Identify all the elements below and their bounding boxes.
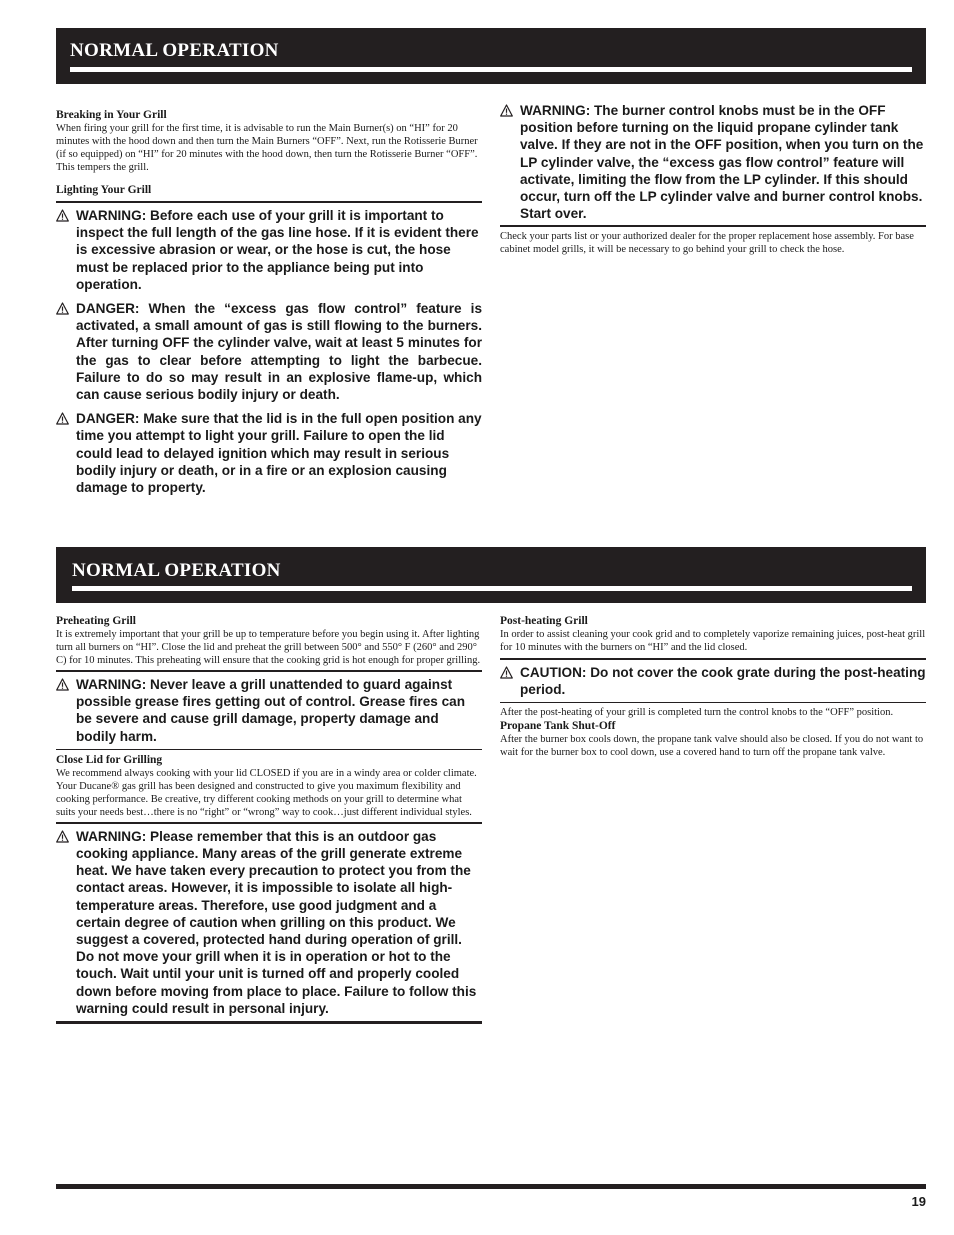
banner-underline [70,67,912,72]
danger-lid-open-block [56,410,482,496]
breaking-in-heading: Breaking in Your Grill [56,109,167,121]
section-title: NORMAL OPERATION [70,40,279,61]
caution-text: CAUTION: Do not cover the cook grate during the post-heating period. [520,665,926,698]
parts-list-block [500,225,926,256]
section-title: NORMAL OPERATION [72,560,281,581]
after-post-heating-text: After the post-heating of your grill is completed turn the control knobs to the “OFF” position. [500,707,894,719]
close-lid-heading: Close Lid for Grilling [56,753,163,766]
warning-knobs-text: WARNING: The burner control knobs must be in the OFF position before turning on the liquid propane cylinder tank valve. If they are not in the OFF position, when you turn on the LP cylinder valve, the “excess gas flow control” feature will activate, limiting the flow from the LP cylinder. If this should occur, turn off the LP cylinder valve and burner control knobs. Start over. [520,103,924,222]
section2-right-column [500,614,926,759]
caution-block [500,658,926,698]
section-banner [56,28,926,84]
after-post-heating-block [500,702,926,759]
preheating-heading: Preheating Grill [56,615,136,627]
parts-list-text: Check your parts list or your authorized dealer for the proper replacement hose assembly. For base cabinet model grills, it will be necessary to go behind your grill to check the hose. [500,231,914,256]
danger-lid-open-text: DANGER: Make sure that the lid is in the full open position any time you attempt to light your grill. Failure to open the lid could lead to delayed ignition which may result in serious bodily injury or death, or in a fire or an explosion causing damage to property. [76,411,482,496]
preheating-text: It is extremely important that your grill be up to temperature before you begin using it. After lighting turn all burners on “HI”. Close the lid and preheat the grill between 500° and 550° F (260° and 290° C) for 10 minutes. This preheating will ensure that the cooking grid is hot enough for proper grilling. [56,629,481,666]
warning-unattended-text: WARNING: Never leave a grill unattended to guard against possible grease fires getting out of control. Grease fires can be severe and cause grill damage, property damage and bodily harm. [76,677,466,744]
lighting-heading: Lighting Your Grill [56,184,152,196]
warning-outdoor-text: WARNING: Please remember that this is an outdoor gas cooking appliance. Many areas of the grill generate extreme heat. We have taken every precaution to protect you from the contact areas. However, it is impossible to isolate all high-temperature areas. Therefore, use good judgment and a certain degree of caution when grilling on this product. We suggest a covered, protected hand during operation of grill. Do not move your grill when it is in operation or hot to the touch. Wait until your unit is turned off and properly cooled down before moving from place to place. Failure to follow this warning could result in personal injury. [76,828,477,1016]
warning-knobs-block [500,102,926,222]
danger-excess-flow-text: DANGER: When the “excess gas flow control” feature is activated, a small amount of gas is still flowing to the burners. After turning OFF the cylinder valve, wait at least 5 minutes for the gas to clear before attempting to light the barbecue. Failure to do so may result in an explosive flame-up, which can cause serious bodily injury or death. [76,301,482,403]
page-number: 19 [911,1194,926,1209]
propane-shutoff-text: After the burner box cools down, the propane tank valve should also be closed. If you do not want to wait for the burner box to cool down, use a covered hand to turn off the propane tank valve. [500,734,924,759]
warning-triangle-icon [500,666,513,679]
breaking-in-text: When firing your grill for the first time, it is advisable to run the Main Burner(s) on “HI” for 20 minutes with the hood down and then turn the Main Burners “OFF”. Next, run the Rotisserie Burner (if so equipped) on “HI” for 20 minutes with the hood down, then turn the Rotisserie Burner “OFF”. This tempers the grill. [56,123,478,173]
banner-underline [72,586,912,591]
section1-left-column [56,108,482,496]
warning-triangle-icon [56,678,69,691]
warning-unattended-block [56,670,482,745]
warning-outdoor-block [56,822,482,1024]
warning-triangle-icon [56,412,69,425]
warning-triangle-icon [500,104,513,117]
post-heating-text: In order to assist cleaning your cook grid and to completely vaporize remaining juices, post-heat grill for 10 minutes with the burners on “HI” and the lid closed. [500,629,926,653]
propane-shutoff-heading: Propane Tank Shut-Off [500,720,616,733]
warning-hose-block [56,201,482,293]
warning-triangle-icon [56,302,69,315]
close-lid-block [56,749,482,819]
post-heating-heading: Post-heating Grill [500,615,588,627]
danger-excess-flow-block [56,300,482,403]
footer-rule [56,1184,926,1189]
warning-hose-text: WARNING: Before each use of your grill it is important to inspect the full length of the gas line hose. If it is evident there is excessive abrasion or wear, or the hose is cut, the hose must be replaced prior to the appliance being put into operation. [76,208,479,292]
warning-triangle-icon [56,209,69,222]
section1-right-column [500,102,926,256]
section2-left-column [56,614,482,1024]
warning-triangle-icon [56,830,69,843]
close-lid-text: We recommend always cooking with your lid CLOSED if you are in a windy area or colder climate. Your Ducane® gas grill has been designed and constructed to give you maximum flexibility and cooking performance. Be creative, try different cooking methods on your grill to determine what suits your needs best…there is no “right” or “wrong” way to cook…just different individual styles. [56,767,477,818]
section-banner [56,547,926,603]
